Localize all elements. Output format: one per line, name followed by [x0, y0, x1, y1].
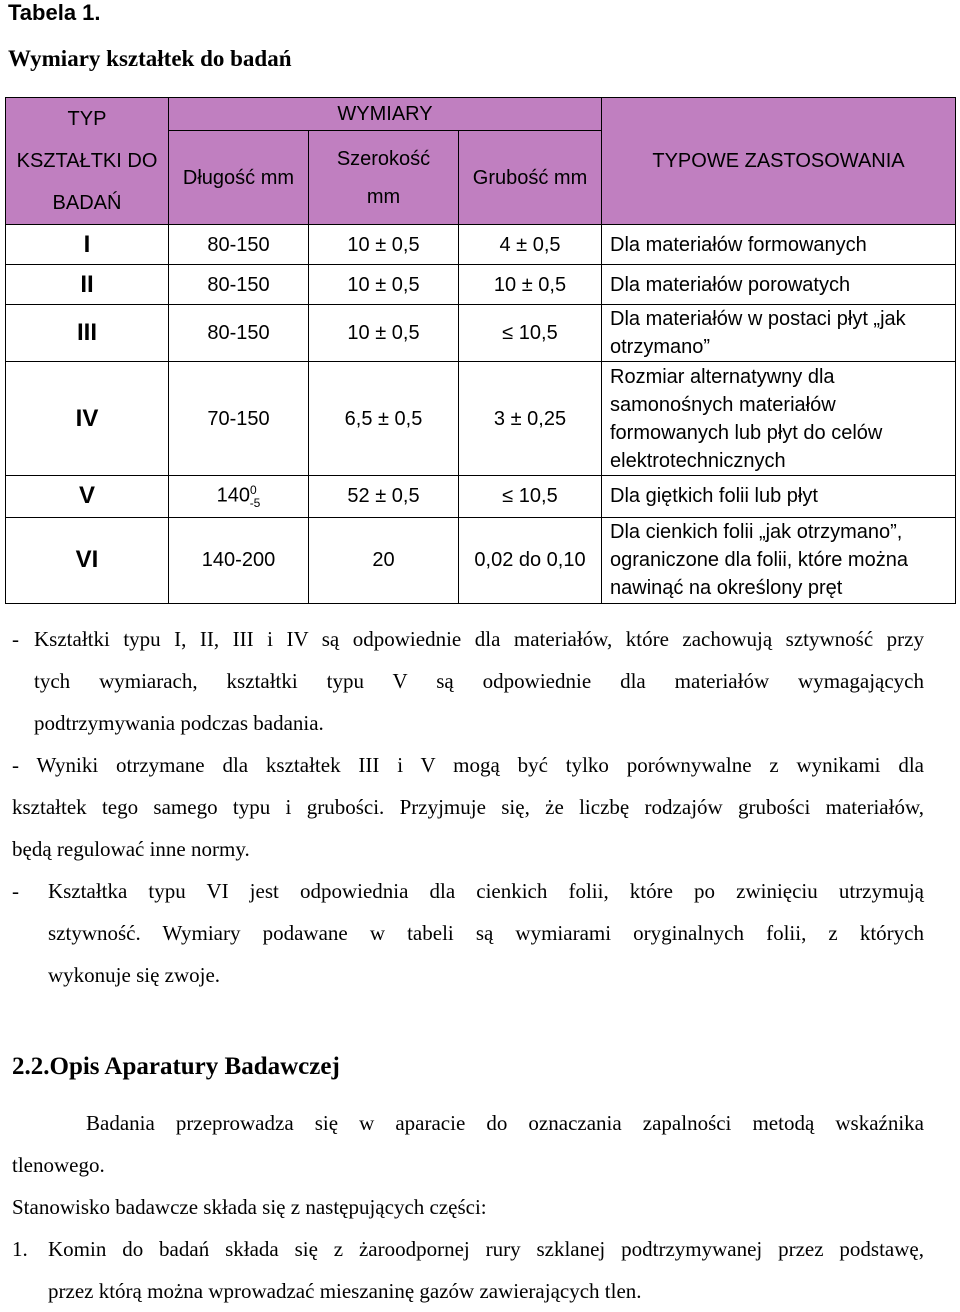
list-item-line: Komin do badań składa się z żaroodpornej rury szklanej podtrzymywanej przez podstawę,	[48, 1237, 924, 1261]
section-paragraph-line: Stanowisko badawcze składa się z następujących części:	[12, 1195, 487, 1219]
table-label: Tabela 1.	[8, 0, 101, 25]
note-3-line: wykonuje się zwoje.	[48, 963, 221, 987]
cell-thickness: 4 ± 0,5	[459, 225, 602, 265]
note-1-line: podtrzymywania podczas badania.	[34, 711, 324, 735]
cell-width: 10 ± 0,5	[309, 305, 459, 362]
section-paragraph-2	[12, 1186, 924, 1228]
cell-type: VI	[6, 517, 169, 603]
cell-type: I	[6, 225, 169, 265]
section-paragraph-line: tlenowego.	[12, 1153, 105, 1177]
section-paragraph	[12, 1102, 924, 1186]
length-base: 140	[216, 484, 250, 507]
cell-application: Dla giętkich folii lub płyt	[602, 476, 956, 518]
length-subscript: -5	[249, 495, 261, 510]
list-item	[12, 1228, 924, 1312]
header-type-line: KSZTAŁTKI DO	[16, 150, 158, 172]
table-row	[6, 362, 956, 476]
header-width	[309, 131, 459, 225]
cell-thickness: ≤ 10,5	[459, 476, 602, 518]
dimensions-table	[5, 97, 956, 604]
note-1-line: Kształtki typu I, II, III i IV są odpowiednie dla materiałów, które zachowują sztywność przy	[34, 627, 924, 651]
table-row	[6, 265, 956, 305]
note-2	[12, 744, 924, 870]
table-row	[6, 476, 956, 518]
note-3-dash: -	[12, 879, 19, 903]
header-type-line: BADAŃ	[52, 192, 122, 214]
list-item-number: 1.	[12, 1237, 28, 1261]
cell-length: 140-200	[169, 517, 309, 603]
cell-width: 52 ± 0,5	[309, 476, 459, 518]
cell-thickness: 0,02 do 0,10	[459, 517, 602, 603]
note-1-line: tych wymiarach, kształtki typu V są odpowiednie dla materiałów wymagających	[34, 669, 924, 693]
cell-thickness: ≤ 10,5	[459, 305, 602, 362]
cell-length: 80-150	[169, 265, 309, 305]
section-heading: 2.2.Opis Aparatury Badawczej	[12, 1053, 340, 1080]
cell-length: 80-150	[169, 225, 309, 265]
cell-application: Dla materiałów w postaci płyt „jak otrzymano”	[602, 305, 956, 362]
list-item-line: przez którą można wprowadzać mieszaninę gazów zawierających tlen.	[48, 1279, 642, 1303]
note-3	[12, 870, 924, 996]
cell-application: Dla materiałów porowatych	[602, 265, 956, 305]
header-width-line: mm	[366, 185, 401, 208]
cell-length: 80-150	[169, 305, 309, 362]
table-caption: Wymiary kształtek do badań	[8, 46, 292, 71]
cell-type: IV	[6, 362, 169, 476]
note-3-line: sztywność. Wymiary podawane w tabeli są wymiarami oryginalnych folii, z których	[48, 921, 924, 945]
note-1-dash: -	[12, 627, 19, 651]
note-3-line: Kształtka typu VI jest odpowiednia dla cienkich folii, które po zwinięciu utrzymują	[48, 879, 924, 903]
note-2-line: będą regulować inne normy.	[12, 837, 250, 861]
cell-application: Dla cienkich folii „jak otrzymano”, ograniczone dla folii, które można nawinąć na określony pręt	[602, 517, 956, 603]
section-paragraph-line: Badania przeprowadza się w aparacie do oznaczania zapalności metodą wskaźnika	[86, 1111, 924, 1135]
cell-length: 70-150	[169, 362, 309, 476]
header-width-line: Szerokość	[336, 147, 431, 170]
cell-application: Dla materiałów formowanych	[602, 225, 956, 265]
cell-length	[169, 476, 309, 518]
cell-type: V	[6, 476, 169, 518]
cell-application: Rozmiar alternatywny dla samonośnych materiałów formowanych lub płyt do celów elektrotechnicznych	[602, 362, 956, 476]
cell-type: II	[6, 265, 169, 305]
note-1	[12, 618, 924, 744]
header-type-line: TYP	[67, 108, 107, 130]
cell-thickness: 10 ± 0,5	[459, 265, 602, 305]
length-superscript: 0	[250, 483, 257, 497]
header-length: Długość mm	[169, 131, 309, 225]
header-type	[6, 98, 169, 225]
header-dimensions: WYMIARY	[169, 98, 602, 131]
table-row	[6, 517, 956, 603]
table-row	[6, 305, 956, 362]
table-row	[6, 225, 956, 265]
cell-width: 10 ± 0,5	[309, 225, 459, 265]
cell-thickness: 3 ± 0,25	[459, 362, 602, 476]
note-2-line: - Wyniki otrzymane dla kształtek III i V mogą być tylko porównywalne z wynikami dla	[12, 753, 924, 777]
note-2-line: kształtek tego samego typu i grubości. Przyjmuje się, że liczbę rodzajów grubości materiałów,	[12, 795, 924, 819]
header-applications: TYPOWE ZASTOSOWANIA	[602, 98, 956, 225]
cell-width: 20	[309, 517, 459, 603]
header-thickness: Grubość mm	[459, 131, 602, 225]
cell-width: 6,5 ± 0,5	[309, 362, 459, 476]
table-header-row	[6, 98, 956, 131]
cell-type: III	[6, 305, 169, 362]
cell-width: 10 ± 0,5	[309, 265, 459, 305]
